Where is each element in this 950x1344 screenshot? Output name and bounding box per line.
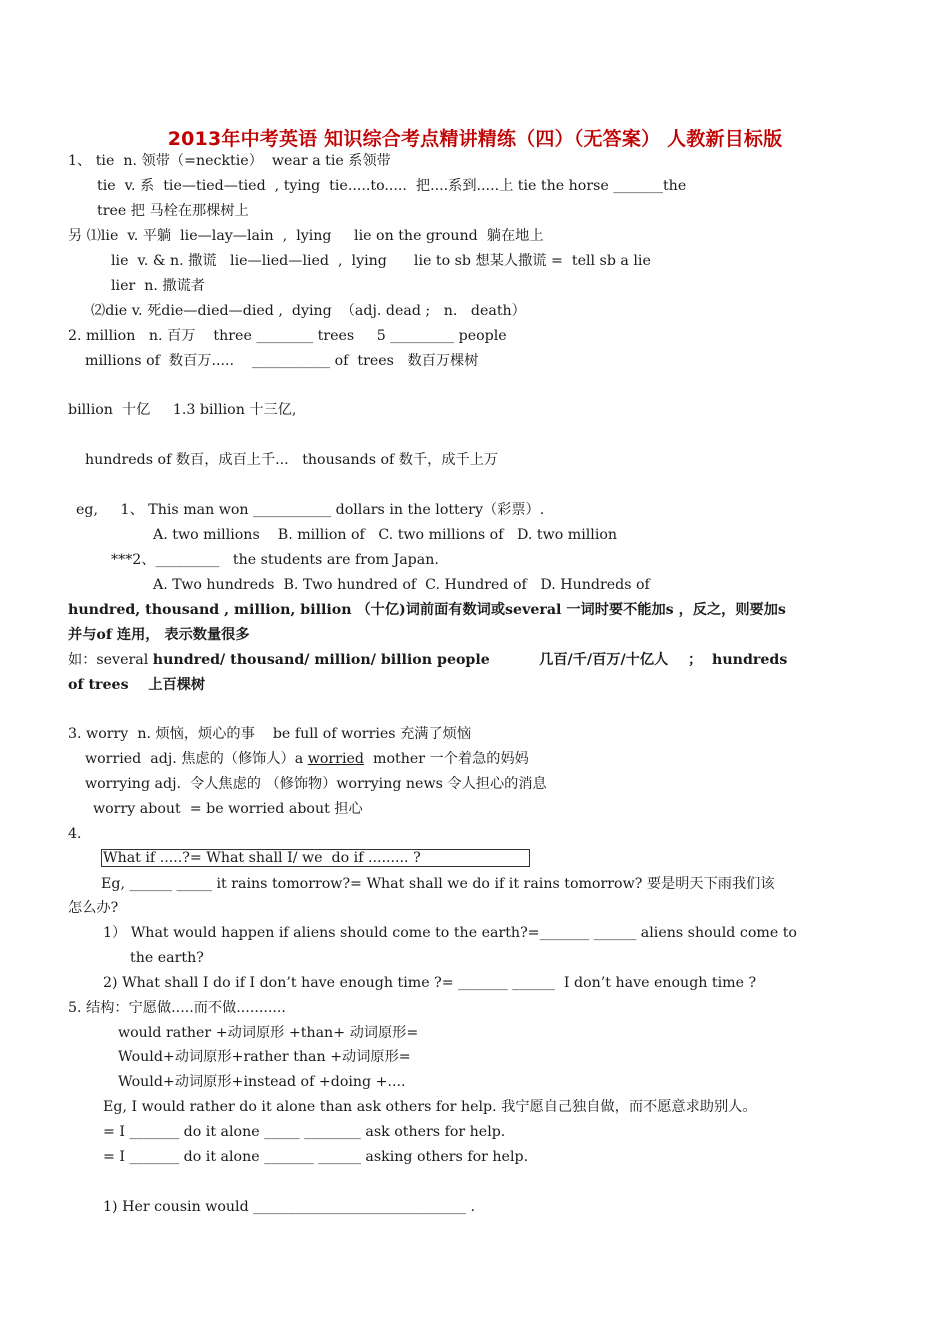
s1-line-lie-lied: lie v. & n. 撒谎 lie—lied—lied , lying lie to sb 想某人撒谎 = tell sb a lie bbox=[111, 253, 651, 269]
s2-line-billion: billion 十亿 1.3 billion 十三亿, bbox=[68, 402, 297, 418]
s4-example-line-1: Eg, ______ _____ it rains tomorrow?= What shall we do if it rains tomorrow? 要是明天下雨我们该 bbox=[101, 876, 775, 892]
s2-rule-line-1: hundred, thousand , million, billion （十亿)词前面有数词或several 一词时要不能加s ，反之，则要加s bbox=[68, 602, 786, 618]
s3-line-worry-about: worry about = be worried about 担心 bbox=[93, 801, 363, 817]
s3-worried-prefix: worried adj. 焦虑的（修饰人）a bbox=[85, 751, 308, 767]
s1-line-tie-tree: tree 把 马栓在那棵树上 bbox=[97, 203, 249, 219]
s5-equivalent-1: = I _______ do it alone _____ ________ ask others for help. bbox=[103, 1124, 506, 1140]
s3-line-worry-noun: 3. worry n. 烦恼，烦心的事 be full of worries 充满了烦恼 bbox=[68, 726, 472, 742]
s2-example-prefix: 如：several bbox=[68, 652, 153, 668]
s5-structure-title: 5. 结构：宁愿做.....而不做........... bbox=[68, 1000, 286, 1016]
s3-line-worrying: worrying adj. 令人焦虑的 （修饰物）worrying news 令人担心的消息 bbox=[85, 776, 547, 792]
s5-example: Eg, I would rather do it alone than ask others for help. 我宁愿自己独自做，而不愿意求助别人。 bbox=[103, 1099, 757, 1115]
s2-exercise-2: ***2、_________ the students are from Japan. bbox=[111, 552, 439, 568]
s4-question-1-line-1: 1） What would happen if aliens should come to the earth?=_______ ______ aliens should come to bbox=[103, 925, 797, 941]
s4-example-line-2: 怎么办? bbox=[68, 900, 119, 916]
s2-example-body: hundred/ thousand/ million/ billion people 几百/千/百万/十亿人 ； hundreds bbox=[152, 652, 788, 668]
s1-line-lier: lier n. 撒谎者 bbox=[111, 278, 205, 294]
s3-worried-suffix: mother 一个着急的妈妈 bbox=[363, 751, 529, 767]
s2-line-hundreds-thousands: hundreds of 数百，成百上千... thousands of 数千，成千上万 bbox=[85, 452, 499, 468]
s2-line-million: 2. million n. 百万 three ________ trees 5 _________ people bbox=[68, 328, 507, 344]
s1-line-tie-verb: tie v. 系 tie—tied—tied , tying tie.....to..... 把....系到.....上 tie the horse _______the bbox=[97, 178, 687, 194]
s4-question-1-line-2: the earth? bbox=[130, 950, 204, 966]
s5-formula-3: Would+动词原形+instead of +doing +.... bbox=[118, 1074, 406, 1090]
s1-line-tie-noun: 1、 tie n. 领带（=necktie） wear a tie 系领带 bbox=[68, 153, 391, 169]
s1-line-lie-lay: 另 ⑴lie v. 平躺 lie—lay—lain , lying lie on the ground 躺在地上 bbox=[68, 228, 544, 244]
s2-example-line-2: of trees 上百棵树 bbox=[68, 677, 206, 693]
s2-exercise-1: eg, 1、 This man won ___________ dollars in the lottery（彩票）. bbox=[76, 502, 545, 518]
s5-question-1: 1) Her cousin would ______________________________ . bbox=[103, 1199, 476, 1215]
s5-formula-1: would rather +动词原形 +than+ 动词原形= bbox=[118, 1025, 419, 1041]
s4-formula-text: What if .....?= What shall I/ we do if ......... ? bbox=[103, 850, 421, 866]
s5-equivalent-2: = I _______ do it alone _______ ______ asking others for help. bbox=[103, 1149, 529, 1165]
s2-rule-line-2: 并与of 连用， 表示数量很多 bbox=[68, 627, 250, 643]
s4-question-2: 2) What shall I do if I don’t have enough time ?= _______ ______ I don’t have enough time ? bbox=[103, 975, 757, 991]
s2-exercise-1-options: A. two millions B. million of C. two millions of D. two million bbox=[153, 527, 618, 543]
s2-example-line-1 bbox=[68, 650, 787, 670]
s3-worried-underlined: worried bbox=[307, 751, 364, 767]
s5-formula-2: Would+动词原形+rather than +动词原形= bbox=[118, 1049, 411, 1065]
s4-number: 4. bbox=[68, 826, 82, 842]
s2-exercise-2-options: A. Two hundreds B. Two hundred of C. Hundred of D. Hundreds of bbox=[153, 577, 650, 593]
document-title: 2013年中考英语 知识综合考点精讲精练（四）（无答案） 人教新目标版 bbox=[167, 128, 783, 150]
s1-line-die: ⑵die v. 死die—died—died , dying （adj. dead ; n. death） bbox=[91, 303, 526, 319]
s3-line-worried bbox=[85, 749, 529, 769]
s2-line-millions-of: millions of 数百万..... ___________ of trees 数百万棵树 bbox=[85, 353, 479, 369]
